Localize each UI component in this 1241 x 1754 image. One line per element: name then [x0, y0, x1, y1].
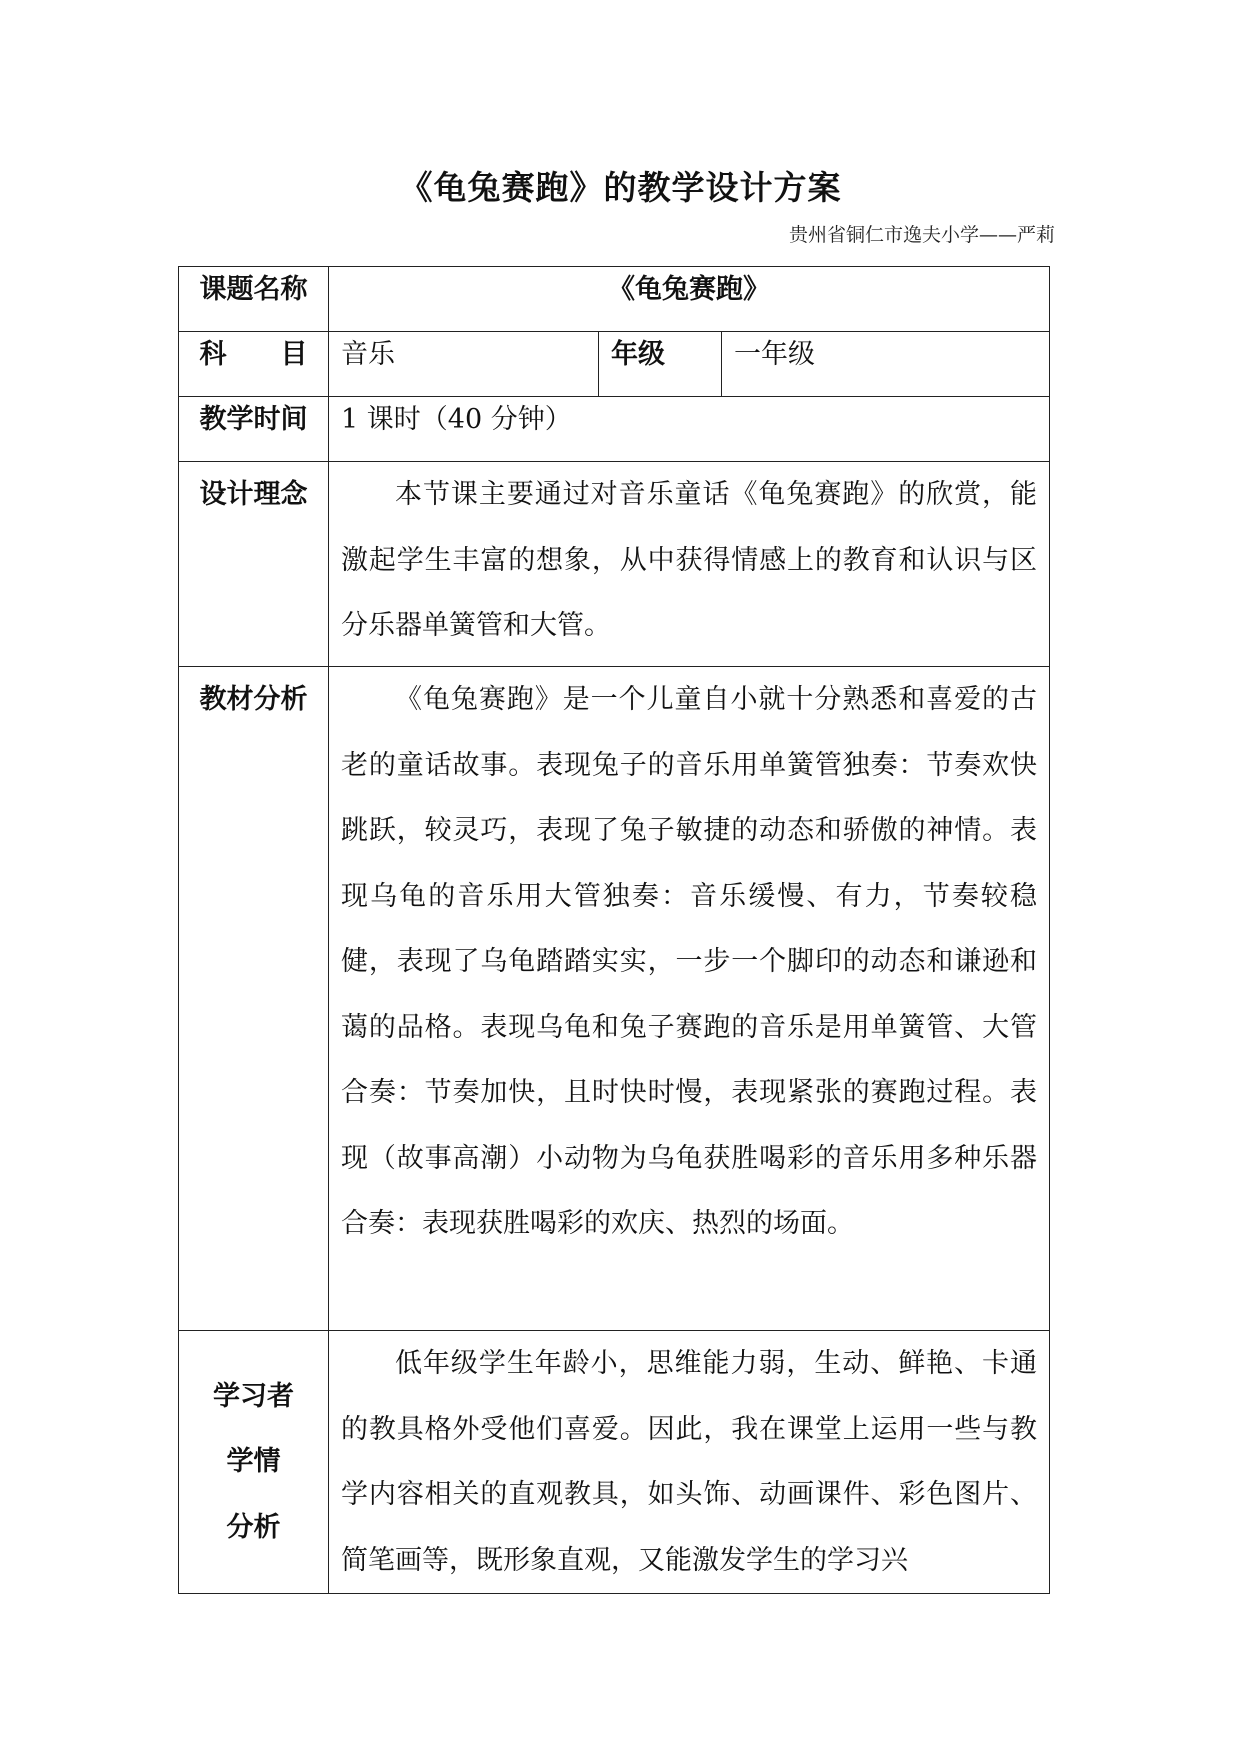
- author-line: 贵州省铜仁市逸夫小学——严莉: [788, 224, 1055, 246]
- topic-value: 《龟兔赛跑》: [329, 267, 1050, 332]
- analysis-label: 教材分析: [179, 667, 329, 1331]
- subject-value: 音乐: [329, 332, 599, 397]
- learner-label-line-1: 学习者: [213, 1380, 294, 1412]
- grade-label: 年级: [599, 332, 722, 397]
- grade-value: 一年级: [722, 332, 1050, 397]
- row-time: [179, 397, 1050, 462]
- learner-label-line-3: 分析: [226, 1511, 281, 1543]
- document-title: 《龟兔赛跑》的教学设计方案: [399, 168, 842, 207]
- row-concept: [179, 462, 1050, 667]
- topic-label: 课题名称: [179, 267, 329, 332]
- concept-label: 设计理念: [179, 462, 329, 667]
- learner-label: [179, 1331, 329, 1594]
- row-analysis: [179, 667, 1050, 1331]
- learner-label-line-2: 学情: [226, 1446, 281, 1478]
- row-subject: [179, 332, 1050, 397]
- lesson-plan-table: [178, 266, 1050, 1594]
- learner-text: 低年级学生年龄小，思维能力弱，生动、鲜艳、卡通的教具格外受他们喜爱。因此，我在课堂上运用一些与教学内容相关的直观教具，如头饰、动画课件、彩色图片、简笔画等，既形象直观，又能激发学生的学习兴: [329, 1331, 1050, 1594]
- analysis-text: 《龟兔赛跑》是一个儿童自小就十分熟悉和喜爱的古老的童话故事。表现兔子的音乐用单簧管独奏：节奏欢快跳跃，较灵巧，表现了兔子敏捷的动态和骄傲的神情。表现乌龟的音乐用大管独奏：音乐缓慢、有力，节奏较稳健，表现了乌龟踏踏实实，一步一个脚印的动态和谦逊和蔼的品格。表现乌龟和兔子赛跑的音乐是用单簧管、大管合奏：节奏加快，且时快时慢，表现紧张的赛跑过程。表现（故事高潮）小动物为乌龟获胜喝彩的音乐用多种乐器合奏：表现获胜喝彩的欢庆、热烈的场面。: [329, 667, 1050, 1331]
- row-topic: [179, 267, 1050, 332]
- time-label: 教学时间: [179, 397, 329, 462]
- concept-text: 本节课主要通过对音乐童话《龟兔赛跑》的欣赏，能激起学生丰富的想象，从中获得情感上的教育和认识与区分乐器单簧管和大管。: [329, 462, 1050, 667]
- row-learner: [179, 1331, 1050, 1594]
- subject-label: 科 目: [179, 332, 329, 397]
- time-value: 1 课时（40 分钟）: [329, 397, 1050, 462]
